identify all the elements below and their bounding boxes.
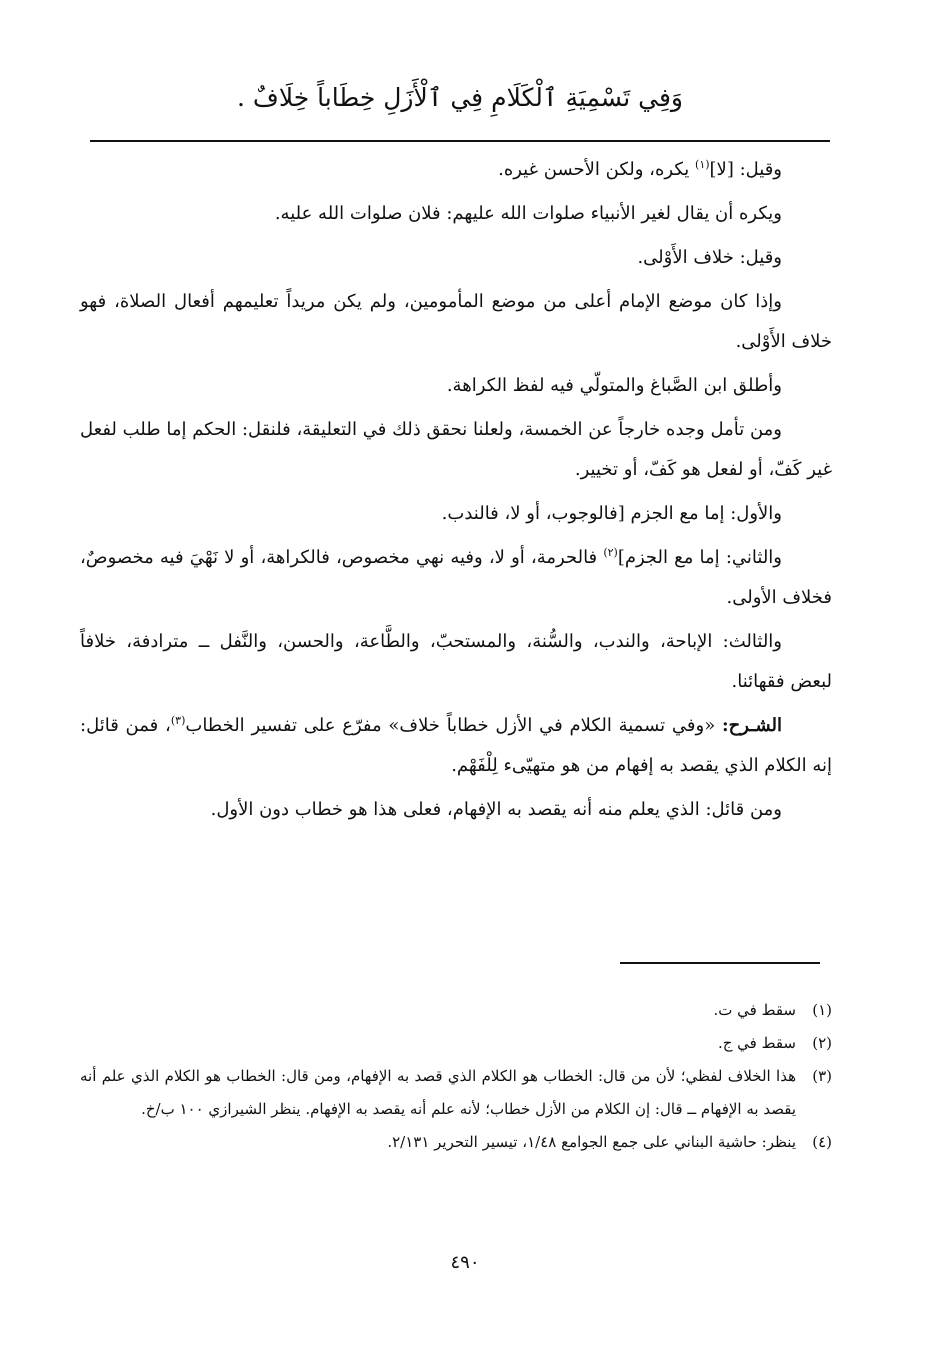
footnote-text: سقط في ج. (717, 1034, 796, 1052)
footnote-number: (٣) (812, 1067, 832, 1085)
footnote-text: هذا الخلاف لفظي؛ لأن من قال: الخطاب هو الكلام الذي قصد به الإفهام، ومن قال: الخطاب هو الكلام الذي علم أنه يقصد به الإفهام ــ قال: إن الكلام من الأزل خطاب؛ لأنه علم أنه يقصد به الإفهام. ينظر الشيرازي ١٠٠ ب/خ. (80, 1067, 796, 1118)
main-text (80, 150, 832, 834)
paragraph: وأطلق ابن الصَّباغ والمتولّي فيه لفظ الكراهة. (446, 375, 782, 396)
paragraph (80, 538, 832, 618)
footnote (80, 1126, 832, 1159)
footnote (80, 994, 832, 1027)
paragraph: والأول: إما مع الجزم [فالوجوب، أو لا، فالندب. (441, 503, 782, 524)
header-divider (90, 140, 830, 142)
footnote (80, 1060, 832, 1126)
paragraph: ومن قائل: الذي يعلم منه أنه يقصد به الإفهام، فعلى هذا هو خطاب دون الأول. (210, 799, 782, 820)
text-span: يكره، ولكن الأحسن غيره. (498, 159, 696, 180)
text-span: فالحرمة، أو لا، وفيه نهي مخصوص، فالكراهة، أو لا نَهْيَ فيه مخصوصٌ، فخلاف الأولى. (80, 547, 832, 608)
footnote-number: (١) (812, 1001, 832, 1019)
paragraph: ويكره أن يقال لغير الأنبياء صلوات الله عليهم: فلان صلوات الله عليه. (274, 203, 782, 224)
footnote-text: ينظر: حاشية البناني على جمع الجوامع ١/٤٨، تيسير التحرير ٢/١٣١. (387, 1133, 796, 1151)
footnote-number: (٤) (812, 1133, 832, 1151)
footnote (80, 1027, 832, 1060)
paragraph: والثالث: الإباحة، والندب، والسُّنة، والمستحبّ، والطَّاعة، والحسن، والنَّفل ــ مترادفة، خلافاً لبعض فقهائنا. (80, 631, 832, 692)
text-span: وقيل: [لا] (709, 159, 782, 180)
footnote-number: (٢) (812, 1034, 832, 1052)
footnote-text: سقط في ت. (713, 1001, 796, 1019)
commentary-label: الشـرح: (721, 715, 782, 736)
footnote-ref[interactable]: (٢) (603, 546, 618, 559)
page-number: ٤٩٠ (450, 1252, 480, 1273)
paragraph: وقيل: خلاف الأَوْلى. (637, 247, 782, 268)
footnotes (80, 994, 832, 1159)
text-span: ، فمن قائل: إنه الكلام الذي يقصد به إفهام من هو متهيّىء لِلْفَهْم. (80, 715, 832, 776)
text-span: «وفي تسمية الكلام في الأزل خطاباً خلاف» مفرّع على تفسير الخطاب (185, 715, 722, 736)
footnote-ref[interactable]: (١) (695, 158, 710, 171)
paragraph: وإذا كان موضع الإمام أعلى من موضع المأمومين، ولم يكن مريداً تعليمهم أفعال الصلاة، فهو خلاف الأَوْلى. (80, 291, 832, 352)
paragraph: ومن تأمل وجده خارجاً عن الخمسة، ولعلنا نحقق ذلك في التعليقة، فلنقل: الحكم إما طلب لفعل غير كَفّ، أو لفعل هو كَفّ، أو تخيير. (80, 419, 832, 480)
footnote-ref[interactable]: (٣) (170, 714, 186, 727)
commentary-paragraph (80, 706, 832, 786)
footnote-divider (620, 962, 820, 964)
paragraph (80, 150, 832, 190)
text-span: والثاني: إما مع الجزم] (617, 547, 782, 568)
matn-heading: وَفِي تَسْمِيَةِ ٱلْكَلَامِ فِي ٱلْأَزَلِ خِطَاباً خِلَافٌ . (237, 83, 683, 112)
